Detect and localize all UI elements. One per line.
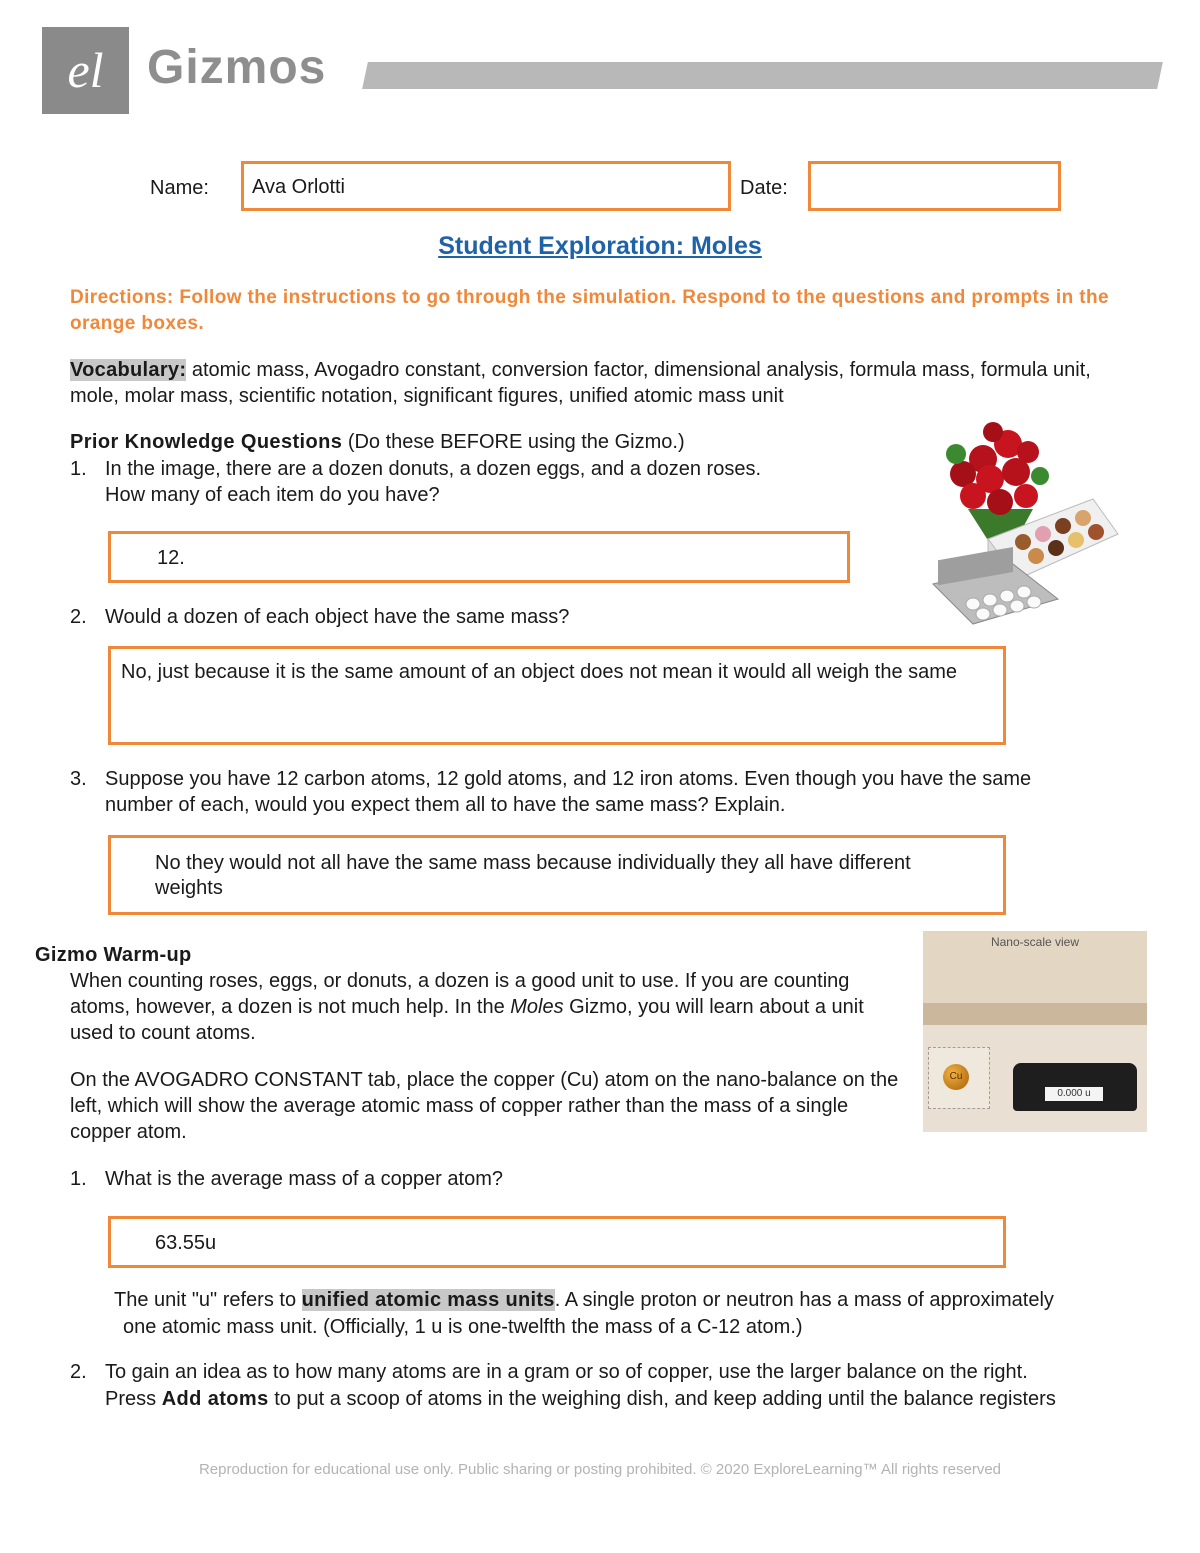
question-number: 2. (70, 606, 87, 628)
name-field[interactable] (241, 161, 731, 211)
answer-text: 63.55u (155, 1232, 217, 1254)
answer-box-1[interactable] (108, 531, 850, 583)
warmup-paragraph-1 (70, 968, 905, 1046)
question-number: 2. (70, 1361, 87, 1383)
answer-text: 12. (157, 547, 185, 569)
warmup-text: When counting roses, eggs, or donuts, a dozen is a good unit to use. If you are counting atoms, however, a dozen is not much help. In the (70, 970, 850, 1018)
directions: Directions: Follow the instructions to go through the simulation. Respond to the questions and prompts in the orange boxes. (70, 287, 1109, 334)
question-text: To gain an idea as to how many atoms are in a gram or so of copper, use the larger balance on the right. (105, 1361, 1028, 1383)
gizmo-name: Moles (510, 996, 564, 1018)
question-text: Would a dozen of each object have the same mass? (105, 606, 570, 628)
answer-box-4[interactable] (108, 1216, 1006, 1268)
date-label: Date: (740, 177, 788, 199)
footer-copyright: Reproduction for educational use only. Public sharing or posting prohibited. © 2020 ExploreLearning™ All rights reserved (198, 1461, 1002, 1478)
brand-name: Gizmos (147, 41, 327, 94)
warmup-paragraph-2: On the AVOGADRO CONSTANT tab, place the copper (Cu) atom on the nano-balance on the left, which will show the average atomic mass of copper rather than the mass of a single copper atom. (70, 1069, 899, 1143)
unit-explanation-line-1 (114, 1287, 1154, 1313)
answer-text: No, just because it is the same amount of an object does not mean it would all weigh the same (121, 661, 958, 683)
warmup-text: Gizmo, you will learn about a unit used to count atoms. (70, 996, 864, 1044)
prior-note: (Do these BEFORE using the Gizmo.) (342, 431, 685, 453)
unit-highlight: unified atomic mass units (301, 1289, 555, 1311)
balance-display: 0.000 u (1045, 1087, 1103, 1101)
question-text: What is the average mass of a copper atom? (105, 1168, 503, 1190)
unit-text: . A single proton or neutron has a mass of approximately (554, 1289, 1054, 1311)
q2-text: Press (105, 1388, 162, 1410)
question-text: number of each, would you expect them all to have the same mass? Explain. (105, 794, 786, 816)
prior-heading-text: Prior Knowledge Questions (70, 431, 343, 453)
prior-knowledge-heading (70, 429, 685, 455)
explorelearning-logo (42, 27, 129, 114)
vocabulary-text: atomic mass, Avogadro constant, conversion factor, dimensional analysis, formula mass, formula unit, mole, molar mass, scientific notation, significant figures, unified atomic mass unit (70, 359, 1091, 407)
add-atoms-label: Add atoms (161, 1388, 269, 1410)
answer-box-3[interactable] (108, 835, 1006, 915)
nano-caption: Nano-scale view (990, 935, 1080, 949)
nano-shelf (923, 1003, 1147, 1025)
warmup-heading: Gizmo Warm-up (35, 944, 192, 966)
question-number: 1. (70, 458, 87, 480)
vocabulary-label: Vocabulary: (70, 359, 187, 381)
answer-box-2[interactable] (108, 646, 1006, 745)
name-label: Name: (150, 177, 209, 199)
question-text: Suppose you have 12 carbon atoms, 12 gold atoms, and 12 iron atoms. Even though you have the same (105, 768, 1032, 790)
date-field[interactable] (808, 161, 1061, 211)
unit-explanation-line-2: one atomic mass unit. (Officially, 1 u is one-twelfth the mass of a C-12 atom.) (123, 1316, 803, 1338)
name-value: Ava Orlotti (252, 176, 345, 198)
question-text: How many of each item do you have? (105, 484, 440, 506)
dozen-items-illustration (928, 414, 1123, 636)
unit-text: The unit "u" refers to (114, 1289, 302, 1311)
answer-text: No they would not all have the same mass because individually they all have different weights (155, 852, 911, 899)
q2-text: to put a scoop of atoms in the weighing dish, and keep adding until the balance registers (268, 1388, 1056, 1410)
question-text: In the image, there are a dozen donuts, a dozen eggs, and a dozen roses. (105, 458, 762, 480)
question-text (105, 1386, 1056, 1412)
copper-atom[interactable]: Cu (943, 1064, 969, 1090)
vocabulary (70, 357, 1135, 409)
page-title[interactable]: Student Exploration: Moles (438, 232, 762, 260)
logo-mark: el (67, 42, 104, 98)
question-number: 3. (70, 768, 87, 790)
header-bar (362, 62, 1163, 89)
question-number: 1. (70, 1168, 87, 1190)
nano-scale-view-image (923, 931, 1147, 1132)
